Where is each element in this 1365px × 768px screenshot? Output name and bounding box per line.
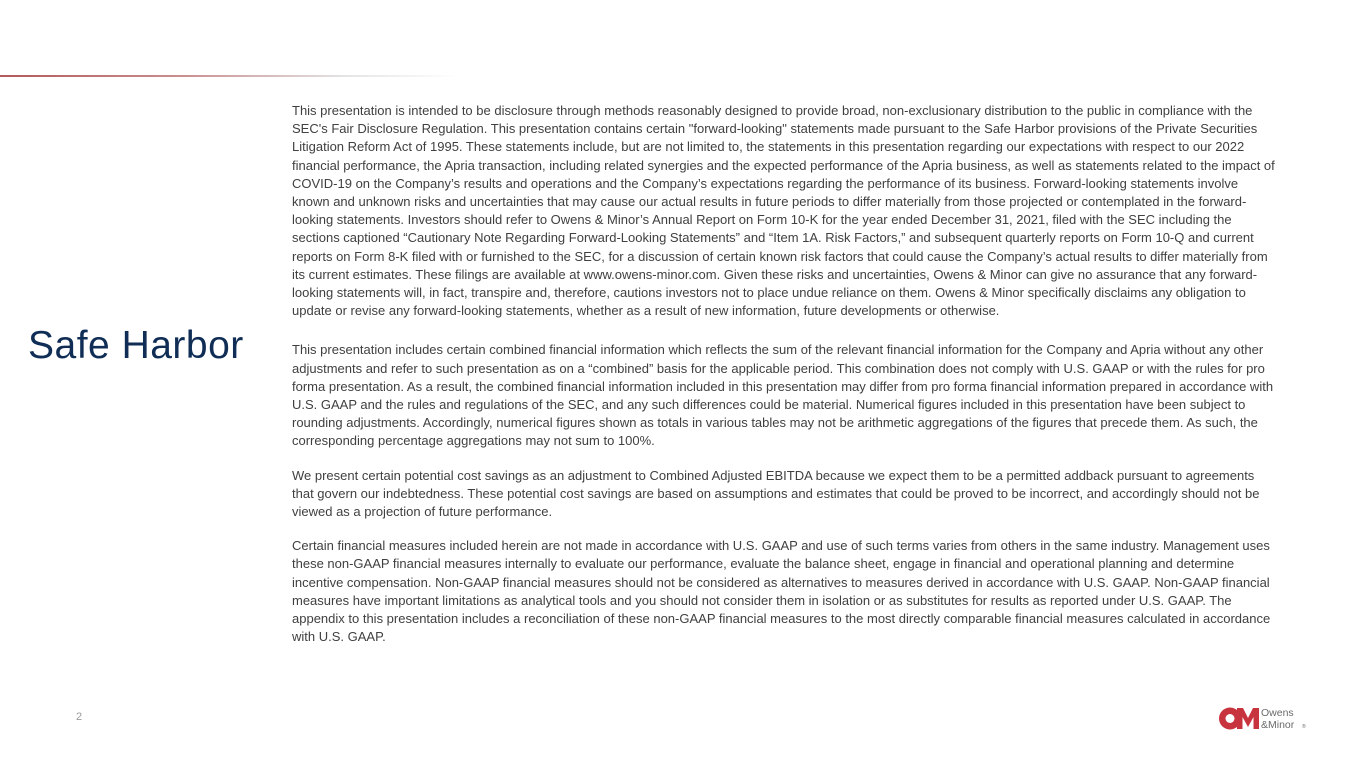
logo-line2: &Minor [1261, 719, 1295, 731]
logo-line1: Owens [1261, 707, 1294, 719]
logo-trademark: ® [1302, 724, 1306, 730]
paragraph-forward-looking: This presentation is intended to be disclosure through methods reasonably designed to provide broad, non-exclusionary distribution to the public in compliance with the SEC's Fair Disclosure Regulation. This presentation contains certain "forward-looking" statements made pursuant to the Safe Harbor provisions of the Private Securities Litigation Reform Act of 1995. These statements include, but are not limited to, the statements in this presentation regarding our expectations with respect to our 2022 financial performance, the Apria transaction, including related synergies and the expected performance of the Apria business, as well as statements related to the impact of COVID-19 on the Company’s results and operations and the Company’s expectations regarding the performance of its business. Forward-looking statements involve known and unknown risks and uncertainties that may cause our actual results in future periods to differ materially from those projected or contemplated in the forward-looking statements. Investors should refer to Owens & Minor’s Annual Report on Form 10-K for the year ended December 31, 2021, filed with the SEC including the sections captioned “Cautionary Note Regarding Forward-Looking Statements” and “Item 1A. Risk Factors,” and subsequent quarterly reports on Form 10-Q and current reports on Form 8-K filed with or furnished to the SEC, for a discussion of certain known risk factors that could cause the Company’s actual results to differ materially from its current estimates. These filings are available at www.owens-minor.com. Given these risks and uncertainties, Owens & Minor can give no assurance that any forward-looking statements will, in fact, transpire and, therefore, cautions investors not to place undue reliance on them. Owens & Minor specifically disclaims any obligation to update or revise any forward-looking statements, whether as a result of new information, future developments or otherwise. [292, 103, 1275, 319]
owens-minor-logo [1218, 705, 1312, 732]
paragraph-non-gaap: Certain financial measures included herein are not made in accordance with U.S. GAAP and use of such terms varies from others in the same industry. Management uses these non-GAAP financial measures internally to evaluate our performance, evaluate the balance sheet, engage in financial and operational planning and determine incentive compensation. Non-GAAP financial measures should not be considered as alternatives to measures derived in accordance with U.S. GAAP. Non-GAAP financial measures have important limitations as analytical tools and you should not consider them in isolation or as substitutes for results as reported under U.S. GAAP. The appendix to this presentation includes a reconciliation of these non-GAAP financial measures to the most directly comparable financial measures calculated in accordance with U.S. GAAP. [292, 538, 1271, 645]
page-number: 2 [76, 711, 83, 723]
header-accent-rule [0, 75, 460, 77]
slide-title: Safe Harbor [28, 324, 244, 367]
owens-minor-logo-icon [1218, 705, 1312, 732]
disclaimer-body [292, 102, 1277, 646]
paragraph-cost-savings: We present certain potential cost savings as an adjustment to Combined Adjusted EBITDA because we expect them to be a permitted addback pursuant to agreements that govern our indebtedness. These potential cost savings are based on assumptions and estimates that could be proved to be incorrect, and accordingly should not be viewed as a projection of future performance. [292, 467, 1260, 520]
paragraph-combined-financials: This presentation includes certain combined financial information which reflects the sum of the relevant financial information for the Company and Apria without any other adjustments and refer to such presentation as on a “combined” basis for the applicable period. This combination does not comply with U.S. GAAP or with the rules for pro forma presentation. As a result, the combined financial information included in this presentation may differ from pro forma financial information prepared in accordance with U.S. GAAP and the rules and regulations of the SEC, and any such differences could be material. Numerical figures included in this presentation have been subject to rounding adjustments. Accordingly, numerical figures shown as totals in various tables may not be arithmetic aggregations of the figures that precede them. As such, the corresponding percentage aggregations may not sum to 100%. [292, 342, 1274, 449]
